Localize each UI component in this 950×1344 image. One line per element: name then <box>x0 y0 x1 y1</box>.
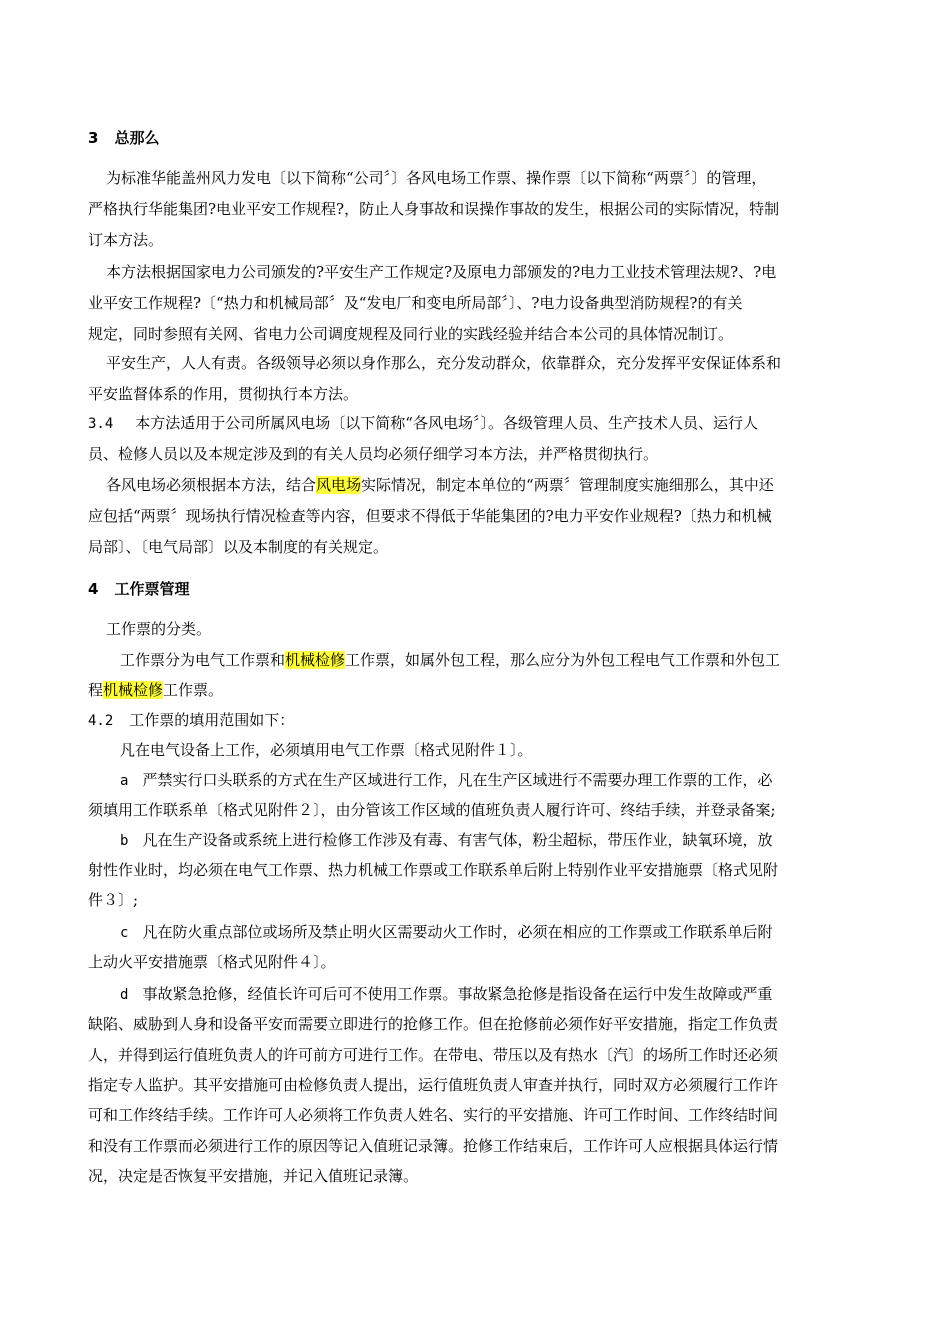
highlighted-text: 风电场 <box>316 476 362 494</box>
paragraph-line: 工作票的分类。 <box>106 620 212 638</box>
section-4-heading <box>88 579 189 599</box>
paragraph-line: 可和工作终结手续。工作许可人必须将工作负责人姓名、实行的平安措施、许可工作时间、工作终结时间 <box>88 1106 779 1124</box>
numbered-paragraph <box>88 413 758 434</box>
section-number: 3 <box>88 129 99 147</box>
paragraph-line: 各风电场必须根据本方法，结合风电场实际情况，制定本单位的“两票〞管理制度实施细那么，其中还 <box>106 476 774 494</box>
paragraph-line: 工作票的填用范围如下： <box>129 711 295 729</box>
paragraph-line: 件３〕; <box>88 891 139 909</box>
paragraph-line: 本方法适用于公司所属风电场〔以下简称“各风电场〞〕。各级管理人员、生产技术人员、运行人 <box>135 414 758 432</box>
item-label: d <box>120 987 129 1003</box>
paragraph-line: 人，并得到运行值班负责人的许可前方可进行工作。在带电、带压以及有热水〔汽〕的场所工作时还必须 <box>88 1046 779 1064</box>
clause-number: 4.2 <box>88 713 114 729</box>
list-item-d: d 事故紧急抢修，经值长许可后可不使用工作票。事故紧急抢修是指设备在运行中发生故障或严重 <box>120 985 773 1003</box>
paragraph-line: 应包括“两票〞现场执行情况检查等内容，但要求不得低于华能集团的?电力平安作业规程?〔热力和机械 <box>88 507 772 525</box>
list-item-a: a 严禁实行口头联系的方式在生产区域进行工作，凡在生产区域进行不需要办理工作票的工作，必 <box>120 771 773 789</box>
paragraph-line: 局部〕、〔电气局部〕以及本制度的有关规定。 <box>88 538 389 556</box>
paragraph-line: 工作票分为电气工作票和机械检修工作票，如属外包工程，那么应分为外包工程电气工作票和外包工 <box>120 651 781 669</box>
paragraph-line: 和没有工作票而必须进行工作的原因等记入值班记录簿。抢修工作结束后，工作许可人应根据具体运行情 <box>88 1137 779 1155</box>
item-label: b <box>120 833 129 849</box>
paragraph-line: 指定专人监护。其平安措施可由检修负责人提出，运行值班负责人审查并执行，同时双方必须履行工作许 <box>88 1076 779 1094</box>
paragraph-line: 平安生产，人人有责。各级领导必须以身作那么，充分发动群众，依靠群众，充分发挥平安保证体系和 <box>106 354 782 372</box>
paragraph-line: 缺陷、威胁到人身和设备平安而需要立即进行的抢修工作。但在抢修前必须作好平安措施，指定工作负责 <box>88 1015 779 1033</box>
paragraph-line: 为标准华能盖州风力发电〔以下简称“公司〞〕各风电场工作票、操作票〔以下简称“两票〞〕的管理， <box>106 169 767 187</box>
item-label: a <box>120 773 129 789</box>
paragraph-line: 上动火平安措施票〔格式见附件４〕。 <box>88 953 336 971</box>
section-title: 总那么 <box>114 129 160 147</box>
paragraph-line: 规定，同时参照有关网、省电力公司调度规程及同行业的实践经验并结合本公司的具体情况制订。 <box>88 325 734 343</box>
list-item-b: b 凡在生产设备或系统上进行检修工作涉及有毒、有害气体，粉尘超标，带压作业，缺氧环境，放 <box>120 831 773 849</box>
section-3-heading <box>88 128 159 148</box>
paragraph-line: 严格执行华能集团?电业平安工作规程?，防止人身事故和误操作事故的发生，根据公司的实际情况，特制 <box>88 200 780 218</box>
paragraph-line: 程机械检修工作票。 <box>88 681 224 699</box>
paragraph-line: 况，决定是否恢复平安措施，并记入值班记录簿。 <box>88 1167 419 1185</box>
numbered-paragraph <box>88 710 294 731</box>
paragraph-line: 订本方法。 <box>88 231 164 249</box>
clause-number: 3.4 <box>88 416 114 432</box>
paragraph-line: 须填用工作联系单〔格式见附件２〕，由分管该工作区域的值班负责人履行许可、终结手续，并登录备案; <box>88 801 776 819</box>
item-label: c <box>120 925 129 941</box>
list-item-c: c 凡在防火重点部位或场所及禁止明火区需要动火工作时，必须在相应的工作票或工作联系单后附 <box>120 923 773 941</box>
paragraph-line: 射性作业时，均必须在电气工作票、热力机械工作票或工作联系单后附上特别作业平安措施票〔格式见附 <box>88 861 779 879</box>
highlighted-text: 机械检修 <box>285 651 346 669</box>
paragraph-line: 平安监督体系的作用，贯彻执行本方法。 <box>88 385 359 403</box>
section-number: 4 <box>88 580 99 598</box>
highlighted-text: 机械检修 <box>103 681 164 699</box>
paragraph-line: 业平安工作规程?〔“热力和机械局部〞及“发电厂和变电所局部〞〕、?电力设备典型消防规程?的有关 <box>88 294 743 312</box>
section-title: 工作票管理 <box>114 580 190 598</box>
paragraph-line: 凡在电气设备上工作，必须填用电气工作票〔格式见附件１〕。 <box>120 741 533 759</box>
paragraph-line: 本方法根据国家电力公司颁发的?平安生产工作规定?及原电力部颁发的?电力工业技术管理法规?、?电 <box>106 263 777 281</box>
paragraph-line: 员、检修人员以及本规定涉及到的有关人员均必须仔细学习本方法，并严格贯彻执行。 <box>88 445 659 463</box>
